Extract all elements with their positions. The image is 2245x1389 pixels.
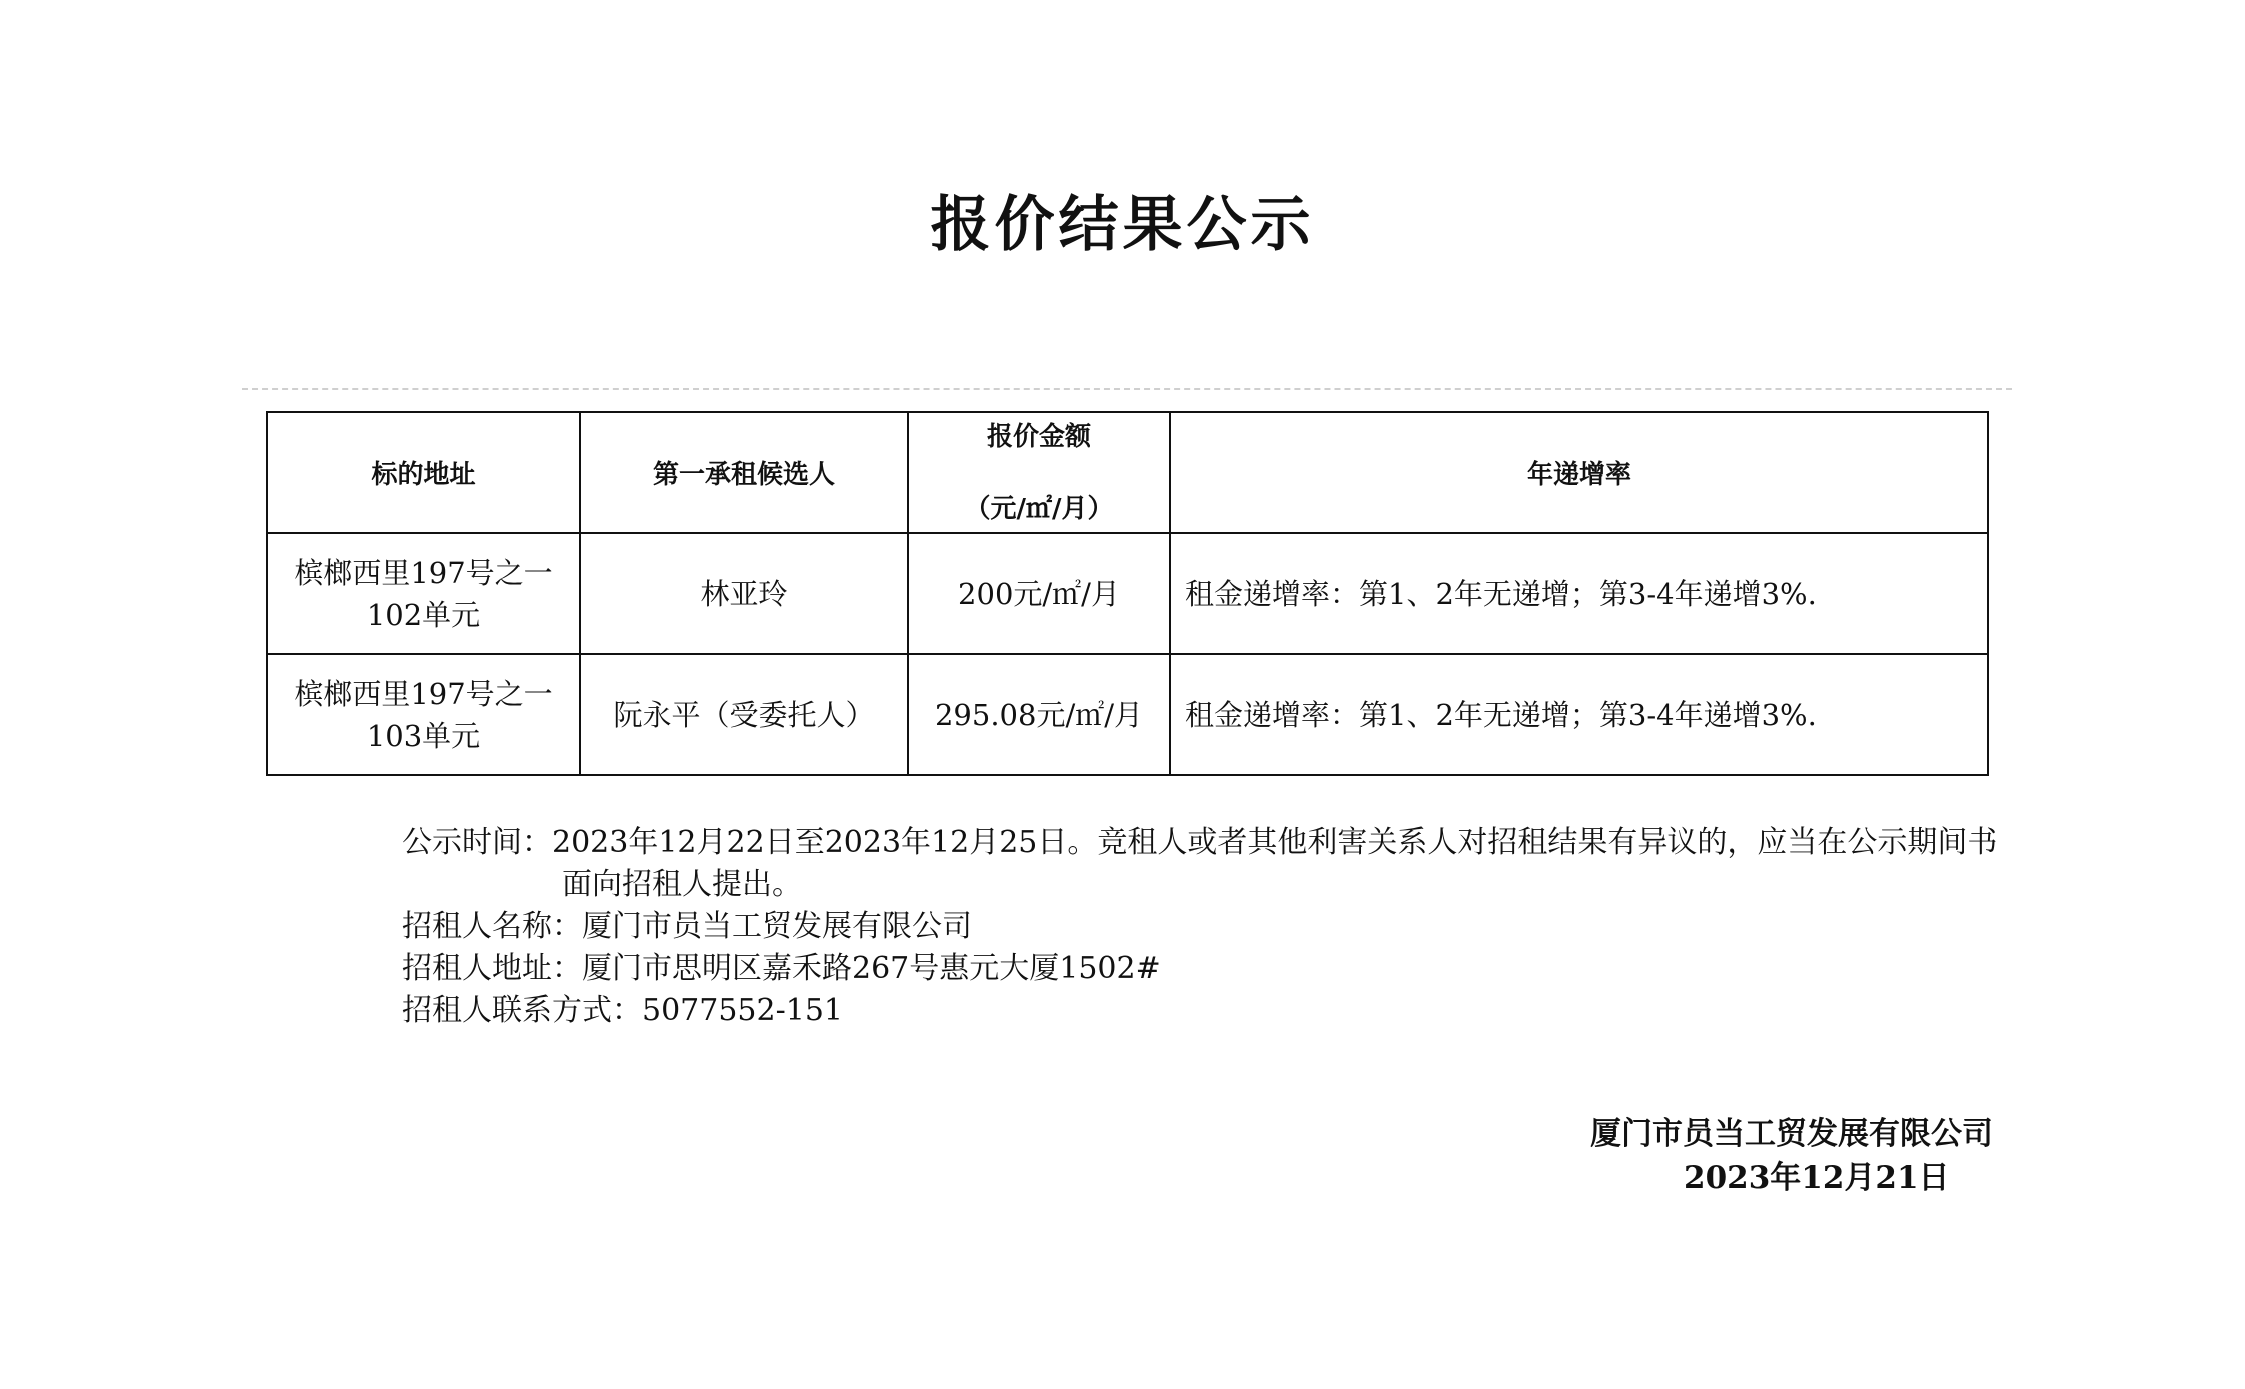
cell-address [267,654,580,775]
note-lessor-address: 招租人地址：厦门市思明区嘉禾路267号惠元大厦1502# [402,951,1161,986]
cell-growth: 租金递增率：第1、2年无递增；第3-4年递增3%. [1170,654,1988,775]
address-line-2: 102单元 [366,597,481,632]
cell-price: 200元/㎡/月 [908,533,1170,654]
header-price [908,412,1170,533]
signature-block [1590,1112,1993,1200]
cell-candidate: 林亚玲 [580,533,908,654]
address-line-1: 槟榔西里197号之一 [294,676,553,711]
notice-notes [402,822,2002,1032]
header-candidate: 第一承租候选人 [580,412,908,533]
note-lessor-contact: 招租人联系方式：5077552-151 [402,993,844,1028]
note-lessor-name: 招租人名称：厦门市员当工贸发展有限公司 [402,909,972,944]
result-table [266,411,1989,776]
header-address: 标的地址 [267,412,580,533]
table-row [267,533,1988,654]
dashed-divider [242,388,2012,390]
signature-company: 厦门市员当工贸发展有限公司 [1590,1116,1993,1152]
page-title: 报价结果公示 [930,190,1315,260]
table-header-row [267,412,1988,533]
note-period: 公示时间：2023年12月22日至2023年12月25日。竞租人或者其他利害关系人对招租结果有异议的，应当在公示期间书面向招租人提出。 [402,825,1998,902]
address-line-1: 槟榔西里197号之一 [294,555,553,590]
signature-date: 2023年12月21日 [1684,1160,1950,1196]
cell-growth: 租金递增率：第1、2年无递增；第3-4年递增3%. [1170,533,1988,654]
header-growth: 年递增率 [1170,412,1988,533]
header-price-label: 报价金额 [986,421,1091,452]
address-line-2: 103单元 [366,718,481,753]
header-price-unit: （元/㎡/月） [964,493,1114,524]
cell-price: 295.08元/㎡/月 [908,654,1170,775]
table-row [267,654,1988,775]
cell-address [267,533,580,654]
cell-candidate: 阮永平（受委托人） [580,654,908,775]
